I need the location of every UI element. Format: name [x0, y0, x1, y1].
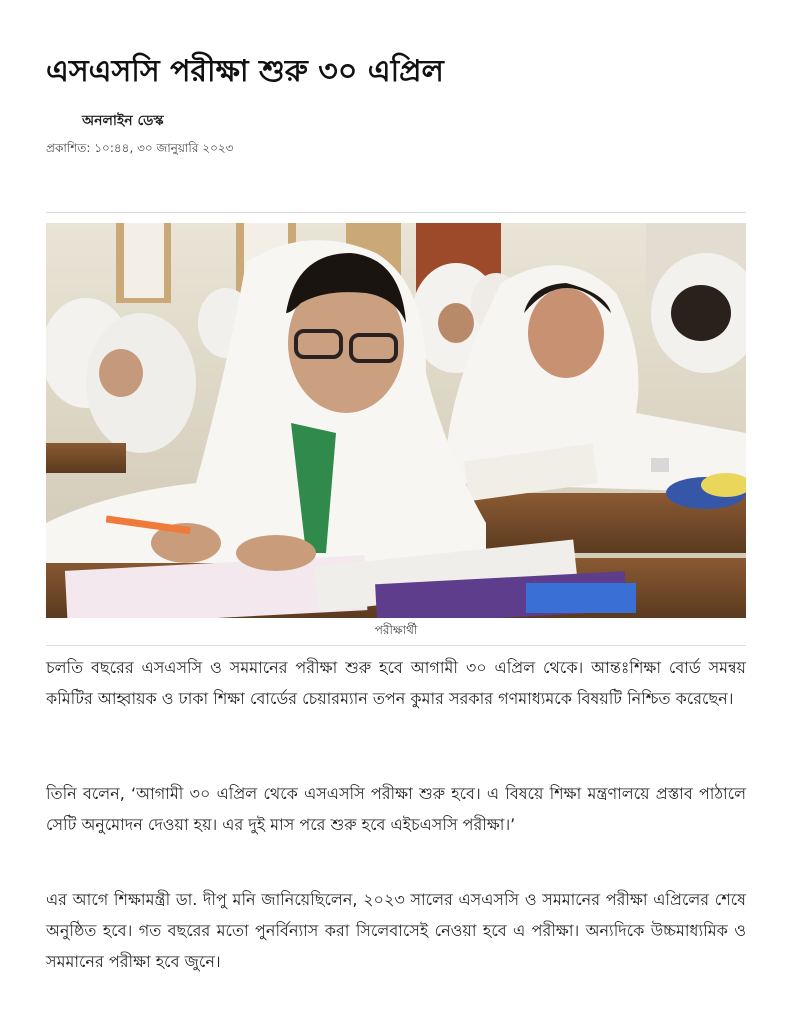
- author-icon: [46, 110, 82, 132]
- article-photo: [46, 223, 746, 618]
- published-time: ১০:৪৪, ৩০ জানুয়ারি ২০২৩: [94, 141, 234, 155]
- article-paragraph: তিনি বলেন, ‘আগামী ৩০ এপ্রিল থেকে এসএসসি পরীক্ষা শুরু হবে। এ বিষয়ে শিক্ষা মন্ত্রণালয়ে প্রস্তাব পাঠালে সেটি অনুমোদন দেওয়া হয়। এর দুই মাস পরে শুরু হবে এইচএসসি পরীক্ষা।’: [46, 784, 746, 834]
- article-headline: এসএসসি পরীক্ষা শুরু ৩০ এপ্রিল: [46, 54, 444, 89]
- image-caption: পরীক্ষার্থী: [374, 623, 418, 637]
- divider-top: [46, 212, 746, 213]
- article-paragraph: এর আগে শিক্ষামন্ত্রী ডা. দীপু মনি জানিয়েছিলেন, ২০২৩ সালের এসএসসি ও সমমানের পরীক্ষা এপ্রিলের শেষে অনুষ্ঠিত হবে। গত বছরের মতো পুনর্বিন্যাস করা সিলেবাসেই নেওয়া হবে এ পরীক্ষা। অন্যদিকে উচ্চমাধ্যমিক ও সমমানের পরীক্ষা হবে জুনে।: [46, 890, 746, 971]
- published-label: প্রকাশিত :: [46, 141, 94, 155]
- byline: [46, 108, 164, 134]
- published-info: [46, 140, 233, 160]
- article-paragraph: চলতি বছরের এসএসসি ও সমমানের পরীক্ষা শুরু হবে আগামী ৩০ এপ্রিল থেকে। আন্তঃশিক্ষা বোর্ড সমন্বয় কমিটির আহ্বায়ক ও ঢাকা শিক্ষা বোর্ডের চেয়ারম্যান তপন কুমার সরকার গণমাধ্যমকে বিষয়টি নিশ্চিত করেছেন।: [46, 658, 746, 708]
- author-name[interactable]: অনলাইন ডেস্ক: [82, 113, 164, 129]
- divider-bottom: [46, 645, 746, 646]
